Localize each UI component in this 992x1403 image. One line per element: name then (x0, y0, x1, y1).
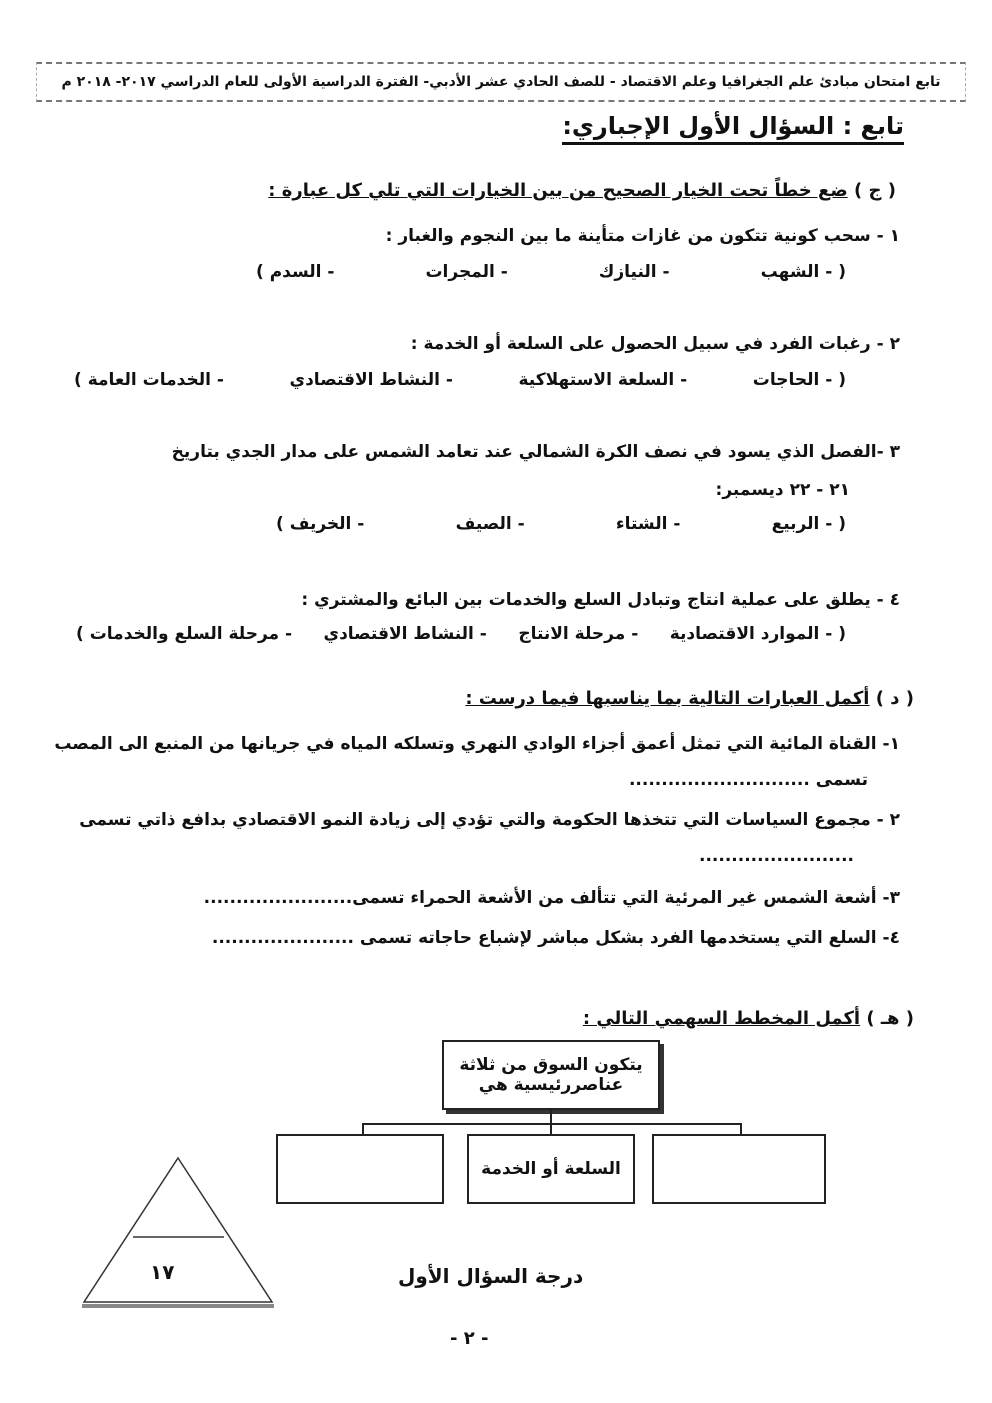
connector-vertical (550, 1110, 552, 1124)
exam-header (36, 62, 966, 102)
mcq-options-2 (74, 370, 846, 390)
option[interactable]: - النشاط الاقتصادي (323, 624, 487, 644)
mcq-question-3: ٣ -الفصل الذي يسود في نصف الكرة الشمالي عند تعامد الشمس على مدار الجدي بتاريخ (171, 442, 900, 462)
option[interactable]: ( - الموارد الاقتصادية (669, 624, 846, 644)
option[interactable]: - النيازك (598, 262, 670, 282)
option[interactable]: - النشاط الاقتصادي (289, 370, 453, 390)
mcq-options-1 (256, 262, 846, 282)
option[interactable]: ( - الحاجات (752, 370, 846, 390)
section-h-instruction: أكمل المخطط السهمي التالي : (582, 1008, 861, 1029)
section-d-heading (465, 688, 914, 709)
section-d-instruction: أكمل العبارات التالية بما يناسبها فيما درست : (465, 688, 870, 709)
page-title: تابع : السؤال الأول الإجباري: (562, 112, 904, 145)
page-number: - ٢ - (450, 1328, 489, 1349)
option[interactable]: - مرحلة الانتاج (518, 624, 639, 644)
fill-blank-2-answer-line[interactable]: ........................ (699, 846, 854, 866)
section-d-marker: ( د ) (875, 688, 914, 709)
section-c-marker: ( ج ) (854, 180, 896, 201)
fill-blank-1-answer-line[interactable]: تسمى ............................ (628, 770, 868, 790)
mcq-question-3-date: ٢١ - ٢٢ ديسمبر: (715, 480, 850, 500)
mcq-options-4 (76, 624, 846, 644)
option[interactable]: - السدم ) (256, 262, 335, 282)
option[interactable]: - الشتاء (615, 514, 681, 534)
diagram-box-middle: السلعة أو الخدمة (467, 1134, 635, 1204)
grade-triangle (78, 1154, 278, 1314)
fill-blank-1: ١- القناة المائية التي تمثل أعمق أجزاء الوادي النهري وتسلكه المياه في جريانها من المنبع الى المصب (54, 734, 900, 754)
option[interactable]: - مرحلة السلع والخدمات ) (76, 624, 293, 644)
diagram-top-box: يتكون السوق من ثلاثة عناصررئيسية هي (442, 1040, 660, 1110)
section-c-heading (268, 180, 896, 201)
option[interactable]: - الخريف ) (276, 514, 365, 534)
section-c-instruction: ضع خطاً تحت الخيار الصحيح من بين الخيارات التي تلي كل عبارة : (268, 180, 848, 201)
option[interactable]: ( - الشهب (760, 262, 846, 282)
exam-header-text: تابع امتحان مبادئ علم الجغرافيا وعلم الاقتصاد - للصف الحادي عشر الأدبي- الفترة الدراسية الأولى للعام الدراسي ٢٠١٧- ٢٠١٨ م (61, 74, 941, 90)
diagram-box-right[interactable] (652, 1134, 826, 1204)
option[interactable]: - الصيف (455, 514, 525, 534)
mcq-question-4: ٤ - يطلق على عملية انتاج وتبادل السلع والخدمات بين البائع والمشتري : (301, 590, 900, 610)
diagram-box-left[interactable] (276, 1134, 444, 1204)
fill-blank-2: ٢ - مجموع السياسات التي تتخذها الحكومة والتي تؤدي إلى زيادة النمو الاقتصادي بدافع ذاتي تسمى (79, 810, 900, 830)
mcq-options-3 (276, 514, 846, 534)
mcq-question-2: ٢ - رغبات الفرد في سبيل الحصول على السلعة أو الخدمة : (410, 334, 900, 354)
option[interactable]: - السلعة الاستهلاكية (518, 370, 688, 390)
grade-label: درجة السؤال الأول (398, 1264, 584, 1288)
connector-horizontal (362, 1123, 742, 1125)
option[interactable]: - الخدمات العامة ) (74, 370, 224, 390)
section-h-marker: ( هـ ) (866, 1008, 914, 1029)
mcq-question-1: ١ - سحب كونية تتكون من غازات متأينة ما بين النجوم والغبار : (385, 226, 900, 246)
grade-value: ١٧ (150, 1260, 175, 1284)
section-h-heading (583, 1008, 914, 1029)
fill-blank-4: ٤- السلع التي يستخدمها الفرد بشكل مباشر لإشباع حاجاته تسمى ...................... (211, 928, 900, 948)
option[interactable]: - المجرات (425, 262, 508, 282)
option[interactable]: ( - الربيع (771, 514, 846, 534)
fill-blank-3: ٣- أشعة الشمس غير المرئية التي تتألف من الأشعة الحمراء تسمى....................... (203, 888, 900, 908)
